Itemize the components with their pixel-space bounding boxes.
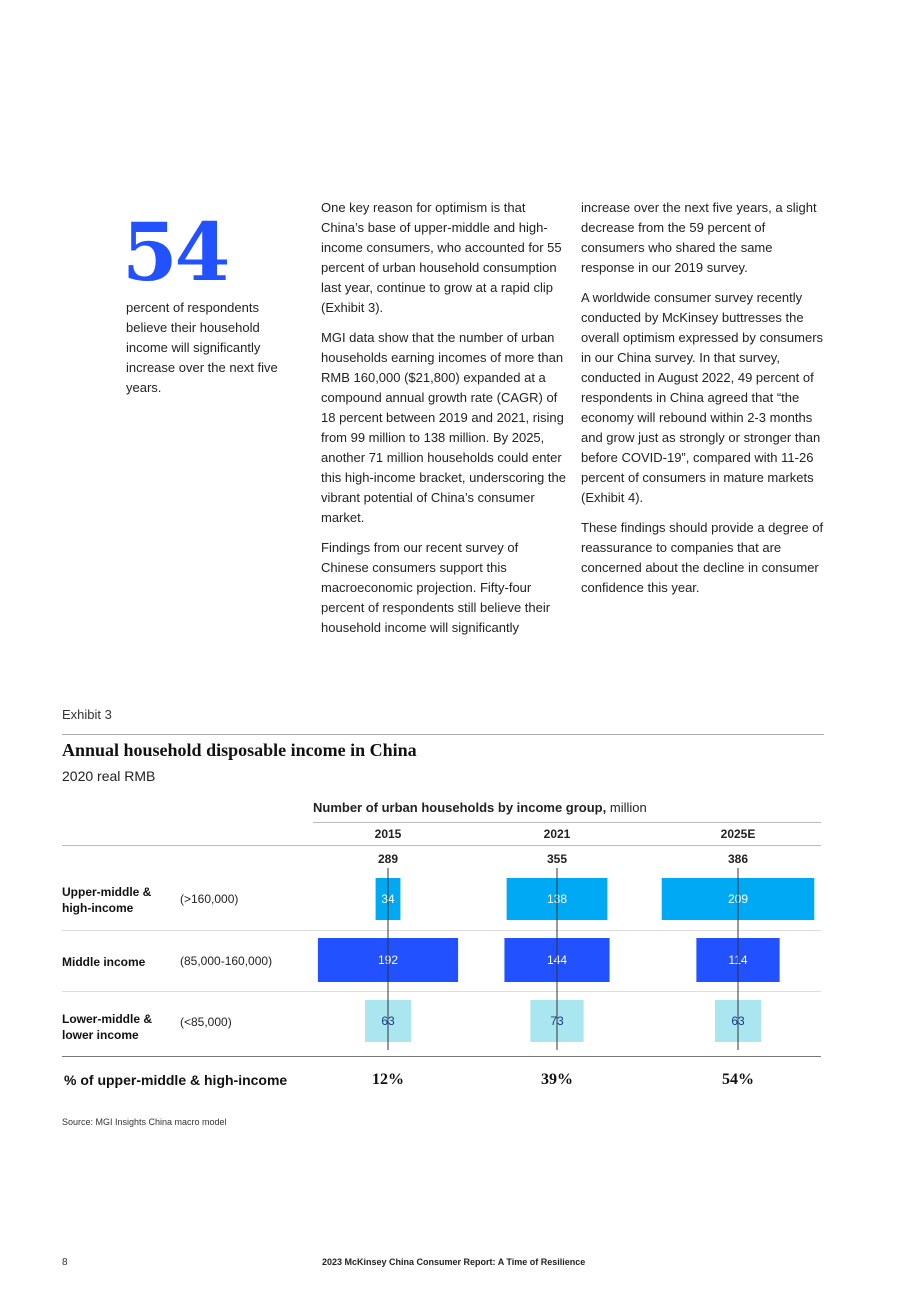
bar-value-label: 34 bbox=[381, 892, 395, 906]
pct-row-label: % of upper-middle & high-income bbox=[64, 1072, 288, 1088]
column-header-2021: 2021 bbox=[543, 827, 571, 841]
pct-value: 12% bbox=[372, 1071, 404, 1088]
column-header-2025e: 2025E bbox=[720, 827, 756, 841]
callout-text: percent of respondents believe their household income will significantly increase over the next five years. bbox=[126, 300, 278, 395]
bar-value-label: 114 bbox=[728, 953, 748, 967]
bar-value-label: 63 bbox=[731, 1014, 745, 1028]
footer-title: 2023 McKinsey China Consumer Report: A Time of Resilience bbox=[322, 1257, 586, 1267]
exhibit-subtitle: 2020 real RMB bbox=[62, 768, 156, 784]
bar-value-label: 209 bbox=[727, 892, 749, 906]
paragraph: increase over the next five years, a slight decrease from the 59 percent of consumers who shared the same response in our 2019 survey. bbox=[581, 200, 817, 275]
column-header-2015: 2015 bbox=[374, 827, 402, 841]
exhibit-title: Annual household disposable income in China bbox=[62, 740, 417, 760]
total-label: 355 bbox=[546, 852, 568, 866]
row-label-middle: Middle income bbox=[62, 955, 146, 969]
bar-value-label: 63 bbox=[381, 1014, 395, 1028]
pct-value: 39% bbox=[541, 1071, 573, 1088]
total-label: 289 bbox=[377, 852, 399, 866]
paragraph: A worldwide consumer survey recently conducted by McKinsey buttresses the overall optimism expressed by consumers in our China survey. In that survey, conducted in August 2022, 49 percent of respondents in China agreed that “the economy will rebound within 2-3 months and grow just as strongly or stronger than before COVID-19”, compared with 11-26 percent of consumers in mature markets (Exhibit 4). bbox=[581, 290, 824, 505]
chart-caption-bold: Number of urban households by income group, bbox=[313, 800, 607, 815]
chart-marks bbox=[318, 868, 814, 1050]
row-range-middle: (85,000-160,000) bbox=[180, 954, 273, 968]
paragraph: MGI data show that the number of urban households earning incomes of more than RMB 160,000 ($21,800) expanded at a compound annual growth rate (CAGR) of 18 percent between 2019 and 2021, rising from 99 million to 138 million. By 2025, another 71 million households could enter this high-income bracket, underscoring the vibrant potential of China’s consumer market. bbox=[321, 330, 566, 525]
paragraph: Findings from our recent survey of Chinese consumers support this macroeconomic projection. Fifty-four percent of respondents still believe their household income will significantly bbox=[321, 540, 551, 635]
total-label: 386 bbox=[727, 852, 749, 866]
page-number: 8 bbox=[62, 1257, 68, 1268]
bar-value-label: 192 bbox=[377, 953, 399, 967]
row-range-lower: (<85,000) bbox=[180, 1015, 232, 1029]
source-note: Source: MGI Insights China macro model bbox=[62, 1117, 227, 1127]
bar-value-label: 138 bbox=[546, 892, 568, 906]
paragraph: One key reason for optimism is that China’s base of upper-middle and high-income consumers, who accounted for 55 percent of urban household consumption last year, continue to grow at a rapid clip (Exhibit 3). bbox=[321, 200, 562, 315]
row-label-upper: Upper-middle & high-income bbox=[62, 885, 152, 915]
bar-value-label: 144 bbox=[546, 953, 568, 967]
row-label-lower: Lower-middle & lower income bbox=[62, 1012, 153, 1042]
paragraph: These findings should provide a degree of reassurance to companies that are concerned about the decline in consumer confidence this year. bbox=[581, 520, 824, 595]
callout-number: 54 bbox=[122, 205, 228, 299]
exhibit-label: Exhibit 3 bbox=[62, 707, 112, 722]
row-range-upper: (>160,000) bbox=[180, 892, 239, 906]
bar-value-label: 73 bbox=[550, 1014, 564, 1028]
chart-caption-unit: million bbox=[606, 800, 647, 815]
pct-value: 54% bbox=[722, 1071, 754, 1088]
